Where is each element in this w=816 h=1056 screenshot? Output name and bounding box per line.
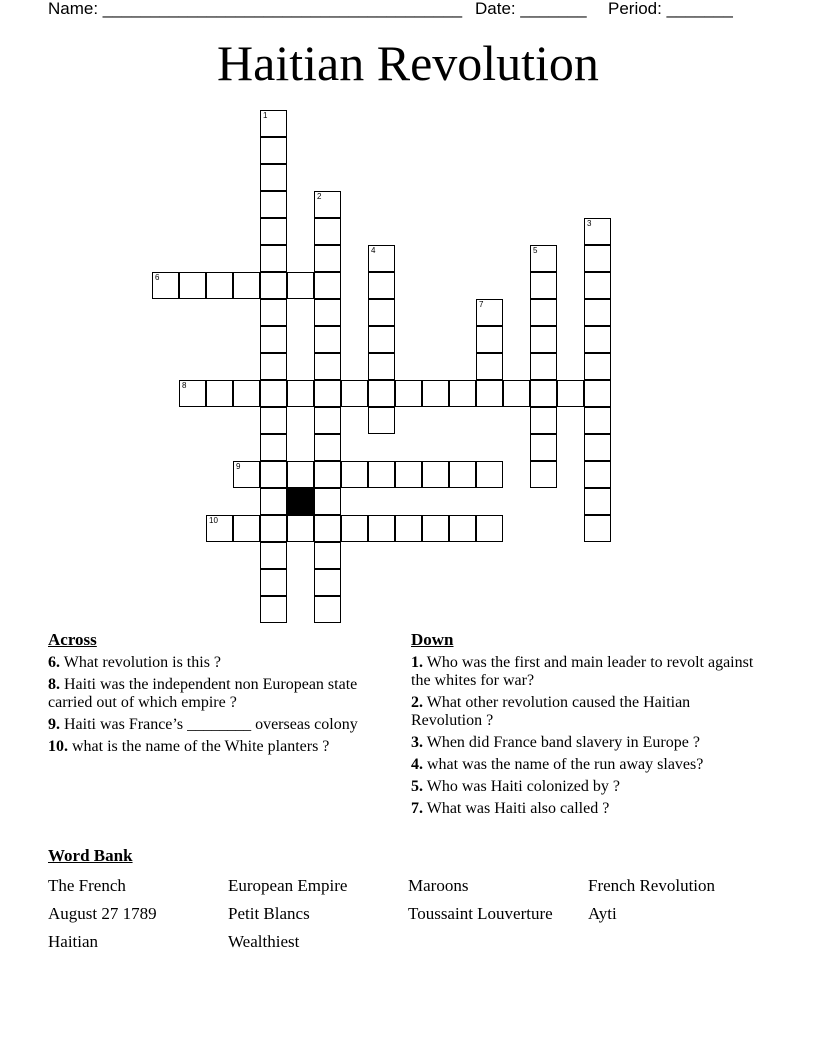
- clue-number: 1: [263, 111, 268, 120]
- crossword-cell[interactable]: [179, 380, 206, 407]
- crossword-cell[interactable]: [314, 326, 341, 353]
- clue-across-9: 9. Haiti was France’s ________ overseas colony: [48, 716, 358, 733]
- crossword-black-square: [287, 488, 314, 515]
- clue-number: 8: [182, 381, 187, 390]
- word-bank-heading: Word Bank: [48, 846, 133, 865]
- crossword-cell[interactable]: [368, 272, 395, 299]
- crossword-cell[interactable]: [368, 515, 395, 542]
- crossword-cell[interactable]: [341, 461, 368, 488]
- crossword-cell[interactable]: [584, 326, 611, 353]
- word-bank-item: The French: [48, 876, 126, 895]
- word-bank-item: Maroons: [408, 876, 469, 895]
- crossword-cell[interactable]: [260, 164, 287, 191]
- crossword-cell[interactable]: [314, 272, 341, 299]
- crossword-cell[interactable]: [476, 299, 503, 326]
- crossword-cell[interactable]: [260, 191, 287, 218]
- crossword-cell[interactable]: [206, 515, 233, 542]
- page-title: Haitian Revolution: [217, 35, 599, 91]
- crossword-cell[interactable]: [314, 596, 341, 623]
- crossword-cell[interactable]: [530, 461, 557, 488]
- clue-number: 7: [479, 300, 484, 309]
- crossword-cell[interactable]: [287, 380, 314, 407]
- crossword-cell[interactable]: [260, 542, 287, 569]
- crossword-cell[interactable]: [314, 515, 341, 542]
- crossword-cell[interactable]: [287, 461, 314, 488]
- crossword-cell[interactable]: [152, 272, 179, 299]
- crossword-cell[interactable]: [314, 407, 341, 434]
- clue-across-10: 10. what is the name of the White planters ?: [48, 738, 330, 755]
- crossword-cell[interactable]: [395, 380, 422, 407]
- clue-down-7: 7. What was Haiti also called ?: [411, 800, 610, 817]
- clue-number: 5: [533, 246, 538, 255]
- crossword-cell[interactable]: [314, 569, 341, 596]
- crossword-cell[interactable]: [206, 272, 233, 299]
- clue-number: 2: [317, 192, 322, 201]
- crossword-cell[interactable]: [314, 245, 341, 272]
- down-heading: Down: [411, 630, 454, 649]
- crossword-cell[interactable]: [314, 353, 341, 380]
- clue-down-3: 3. When did France band slavery in Europe ?: [411, 734, 700, 751]
- crossword-cell[interactable]: [314, 461, 341, 488]
- crossword-cell[interactable]: [314, 299, 341, 326]
- crossword-cell[interactable]: [557, 380, 584, 407]
- crossword-cell[interactable]: [449, 461, 476, 488]
- crossword-cell[interactable]: [314, 542, 341, 569]
- crossword-cell[interactable]: [260, 461, 287, 488]
- crossword-cell[interactable]: [260, 407, 287, 434]
- down-clues: [411, 630, 761, 822]
- name-field-label: Name: ______________________________________: [48, 0, 463, 18]
- crossword-cell[interactable]: [314, 191, 341, 218]
- crossword-cell[interactable]: [530, 272, 557, 299]
- clue-down-5: 5. Who was Haiti colonized by ?: [411, 778, 620, 795]
- crossword-cell[interactable]: [341, 380, 368, 407]
- crossword-cell[interactable]: [530, 245, 557, 272]
- crossword-cell[interactable]: [476, 353, 503, 380]
- crossword-cell[interactable]: [584, 353, 611, 380]
- crossword-cell[interactable]: [584, 488, 611, 515]
- across-clues: [48, 630, 378, 760]
- crossword-cell[interactable]: [368, 461, 395, 488]
- word-bank-item: Toussaint Louverture: [408, 904, 553, 923]
- crossword-cell[interactable]: [368, 407, 395, 434]
- word-bank-item: French Revolution: [588, 876, 716, 895]
- crossword-cell[interactable]: [530, 326, 557, 353]
- crossword-cell[interactable]: [422, 461, 449, 488]
- crossword-cell[interactable]: [584, 515, 611, 542]
- crossword-cell[interactable]: [530, 353, 557, 380]
- crossword-cell[interactable]: [233, 461, 260, 488]
- crossword-cell[interactable]: [476, 461, 503, 488]
- crossword-cell[interactable]: [287, 515, 314, 542]
- clue-number: 4: [371, 246, 376, 255]
- clue-number: 6: [155, 273, 160, 282]
- clue-down-4: 4. what was the name of the run away slaves?: [411, 756, 704, 773]
- crossword-cell[interactable]: [422, 515, 449, 542]
- crossword-cell[interactable]: [476, 515, 503, 542]
- clue-across-8: 8. Haiti was the independent non European state carried out of which empire ?: [48, 676, 358, 711]
- crossword-cell[interactable]: [260, 299, 287, 326]
- word-bank-item: August 27 1789: [48, 904, 157, 923]
- crossword-cell[interactable]: [530, 407, 557, 434]
- word-bank-item: Haitian: [48, 932, 99, 951]
- crossword-cell[interactable]: [314, 380, 341, 407]
- crossword-cell[interactable]: [179, 272, 206, 299]
- crossword-cell[interactable]: [476, 326, 503, 353]
- crossword-cell[interactable]: [584, 245, 611, 272]
- clue-number: 10: [209, 516, 218, 525]
- crossword-cell[interactable]: [368, 380, 395, 407]
- crossword-cell[interactable]: [584, 407, 611, 434]
- crossword-cell[interactable]: [584, 299, 611, 326]
- crossword-cell[interactable]: [314, 488, 341, 515]
- crossword-cell[interactable]: [395, 515, 422, 542]
- crossword-cell[interactable]: [260, 326, 287, 353]
- clue-number: 3: [587, 219, 592, 228]
- crossword-cell[interactable]: [449, 515, 476, 542]
- crossword-cell[interactable]: [530, 380, 557, 407]
- crossword-cell[interactable]: [260, 380, 287, 407]
- clue-across-6: 6. What revolution is this ?: [48, 654, 222, 671]
- crossword-cell[interactable]: [260, 353, 287, 380]
- crossword-cell[interactable]: [584, 218, 611, 245]
- crossword-cell[interactable]: [341, 515, 368, 542]
- word-bank-item: Ayti: [588, 904, 617, 923]
- crossword-cell[interactable]: [233, 380, 260, 407]
- clue-down-2: 2. What other revolution caused the Haitian Revolution ?: [411, 694, 691, 729]
- crossword-cell[interactable]: [233, 515, 260, 542]
- crossword-cell[interactable]: [260, 272, 287, 299]
- crossword-cell[interactable]: [503, 380, 530, 407]
- crossword-cell[interactable]: [530, 299, 557, 326]
- crossword-cell[interactable]: [260, 488, 287, 515]
- crossword-cell[interactable]: [530, 434, 557, 461]
- crossword-cell[interactable]: [584, 380, 611, 407]
- crossword-cell[interactable]: [260, 596, 287, 623]
- word-bank-item: Wealthiest: [228, 932, 300, 951]
- crossword-cell[interactable]: [260, 218, 287, 245]
- clue-down-1: 1. Who was the first and main leader to revolt against the whites for war?: [411, 654, 754, 689]
- crossword-cell[interactable]: [206, 380, 233, 407]
- crossword-cell[interactable]: [476, 380, 503, 407]
- crossword-cell[interactable]: [314, 218, 341, 245]
- clue-number: 9: [236, 462, 241, 471]
- crossword-cell[interactable]: [233, 272, 260, 299]
- crossword-cell[interactable]: [584, 434, 611, 461]
- crossword-cell[interactable]: [584, 461, 611, 488]
- across-heading: Across: [48, 630, 97, 649]
- date-field-label: Date: _______: [475, 0, 587, 18]
- crossword-cell[interactable]: [368, 326, 395, 353]
- crossword-cell[interactable]: [260, 515, 287, 542]
- crossword-cell[interactable]: [314, 434, 341, 461]
- crossword-cell[interactable]: [287, 272, 314, 299]
- word-bank-item: European Empire: [228, 876, 348, 895]
- crossword-cell[interactable]: [584, 272, 611, 299]
- crossword-cell[interactable]: [260, 569, 287, 596]
- word-bank-item: Petit Blancs: [228, 904, 310, 923]
- crossword-cell[interactable]: [260, 245, 287, 272]
- crossword-cell[interactable]: [449, 380, 476, 407]
- crossword-cell[interactable]: [395, 461, 422, 488]
- crossword-cell[interactable]: [368, 245, 395, 272]
- period-field-label: Period: _______: [608, 0, 733, 18]
- crossword-cell[interactable]: [422, 380, 449, 407]
- crossword-cell[interactable]: [260, 434, 287, 461]
- crossword-cell[interactable]: [368, 299, 395, 326]
- crossword-cell[interactable]: [260, 137, 287, 164]
- crossword-cell[interactable]: [260, 110, 287, 137]
- crossword-cell[interactable]: [368, 353, 395, 380]
